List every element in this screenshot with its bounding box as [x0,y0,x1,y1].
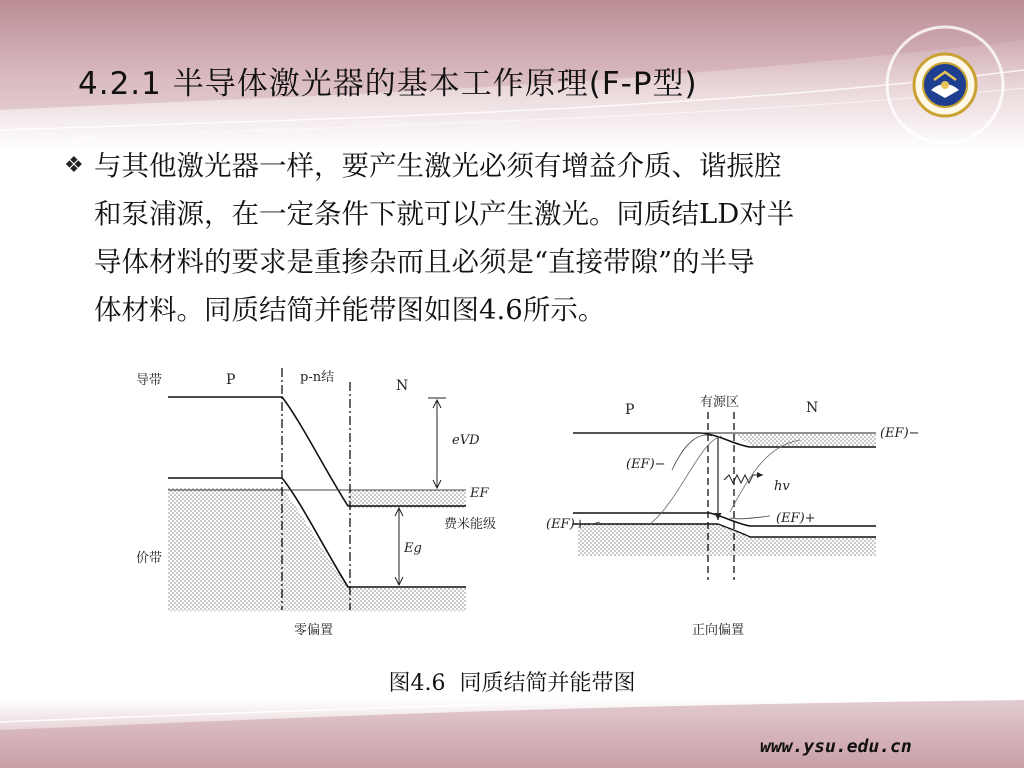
ef-plus-inner-label: (EF)+ [776,511,816,526]
right-band-diagram [546,395,920,638]
body-line: 导体材料的要求是重掺杂而且必须是“直接带隙”的半导 [94,246,755,278]
ef-curve-left [650,436,722,524]
active-region-label: 有源区 [700,395,740,410]
slide-title: 4.2.1 半导体激光器的基本工作原理(F-P型) [78,66,698,102]
left-band-diagram [136,368,496,638]
n-region-label-right: N [806,400,819,416]
university-logo [912,52,978,118]
ef-plus-leader [730,516,770,519]
e-f-label: EF [470,486,489,501]
n-region-label-left: N [396,378,409,394]
zero-bias-label: 零偏置 [294,623,334,638]
footer-url: www.ysu.edu.cn [760,736,912,757]
photon-wave [724,475,763,483]
hv-label: hv [774,479,790,494]
forward-bias-label: 正向偏置 [692,623,745,638]
conduction-band-label: 导带 [136,373,163,388]
valence-band-label: 价带 [136,551,163,566]
ev-d-label: eVD [452,433,480,448]
body-line: 和泵浦源，在一定条件下就可以产生激光。同质结LD对半 [94,198,795,230]
p-region-label-left: P [226,372,236,388]
figure-caption: 图4.6 同质结简并能带图 [388,671,636,696]
ef-plus-left-label: (EF)+ [546,517,586,532]
body-line: 体材料。同质结简并能带图如图4.6所示。 [94,294,606,326]
ef-minus-inner-label: (EF)− [626,457,666,472]
ef-minus-leader [672,435,712,470]
e-g-label: Eg [404,541,422,556]
diamond-bullet-icon: ❖ [64,153,84,178]
ef-curve-right [730,440,800,512]
ef-minus-right-label: (EF)− [880,426,920,441]
body-line: 与其他激光器一样，要产生激光必须有增益介质、谐振腔 [94,150,782,182]
band-diagram-figure [0,350,1024,650]
junction-label: p-n结 [300,370,335,385]
conduction-fill-right [734,434,876,446]
p-region-label-right: P [625,402,635,418]
fermi-level-label: 费米能级 [444,517,497,532]
valence-fill-right [578,524,876,556]
